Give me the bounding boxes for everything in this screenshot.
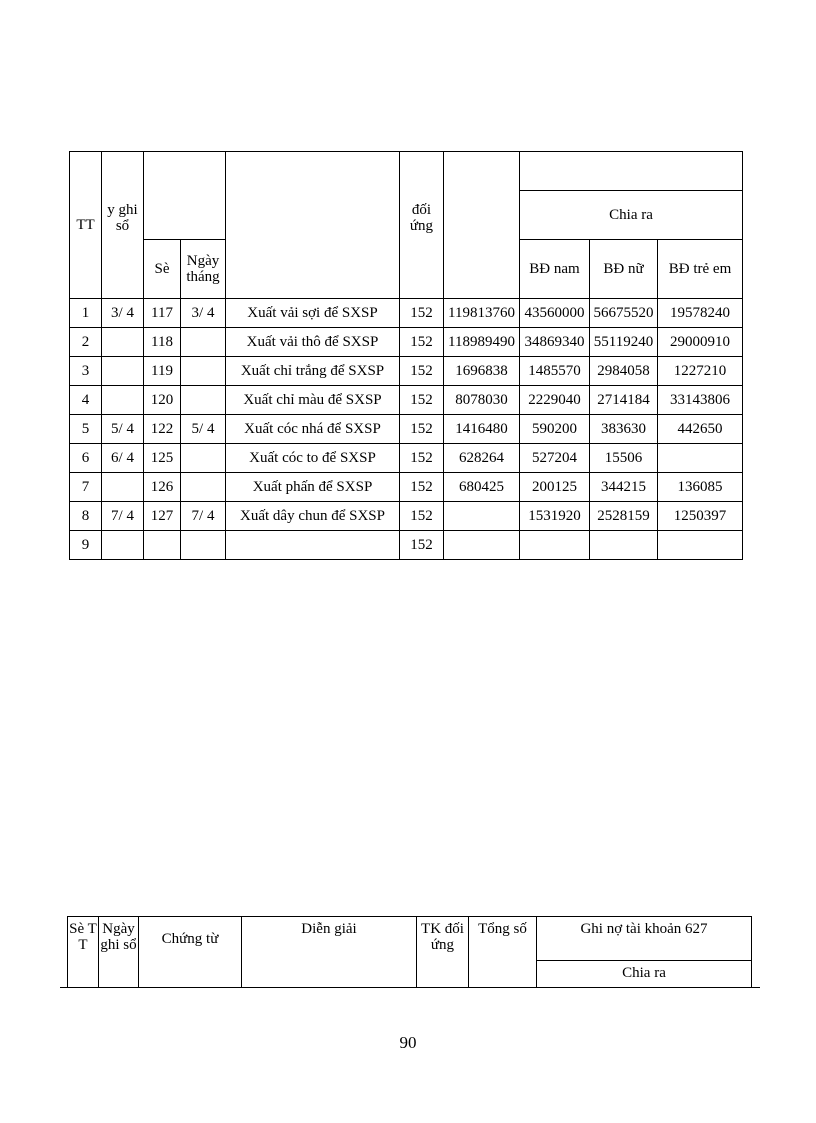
cell-ngay: 6/ 4 [102,444,144,473]
cell-ngay-ct [181,444,226,473]
cell-dien-giai: Xuất dây chun để SXSP [226,502,400,531]
cell-ngay-ct [181,473,226,502]
cell-nu: 56675520 [590,299,658,328]
cell-tong: 8078030 [444,386,520,415]
cell-tre: 442650 [658,415,743,444]
header-ngay-thang: Ngày tháng [181,240,226,299]
cell-dien-giai: Xuất phấn để SXSP [226,473,400,502]
cell-dien-giai: Xuất vải thô để SXSP [226,328,400,357]
cell-tre [658,531,743,560]
header-tong-so-2: Tổng số [469,917,537,1002]
header-stt: Sè T T [68,917,99,1002]
header-bd-tre-em: BĐ trẻ em [658,240,743,299]
cell-tong: 680425 [444,473,520,502]
header-top-blank [520,152,743,191]
cell-nu: 2714184 [590,386,658,415]
header-dien-giai [226,152,400,299]
cell-tk: 152 [400,473,444,502]
cell-tong: 1696838 [444,357,520,386]
table-row [70,502,743,531]
cell-tk: 152 [400,444,444,473]
cell-dien-giai: Xuất cóc to để SXSP [226,444,400,473]
cell-nam [520,531,590,560]
cell-tre: 19578240 [658,299,743,328]
header-chia-ra-2: Chia ra [537,960,752,1001]
cell-nu: 344215 [590,473,658,502]
header-dien-giai-2: Diễn giải [242,917,417,1002]
cell-so: 126 [144,473,181,502]
cell-tk: 152 [400,357,444,386]
cell-nam: 1485570 [520,357,590,386]
page-number: 90 [399,1033,417,1052]
cell-ngay-ct [181,357,226,386]
cell-tt: 8 [70,502,102,531]
cell-tk: 152 [400,328,444,357]
cell-dien-giai: Xuất cóc nhá để SXSP [226,415,400,444]
cell-nam: 590200 [520,415,590,444]
material-issue-table [69,151,743,560]
cell-so: 117 [144,299,181,328]
header-tong-so [444,152,520,299]
table-row [70,386,743,415]
cell-nu: 15506 [590,444,658,473]
cell-ngay: 5/ 4 [102,415,144,444]
cell-tong: 1416480 [444,415,520,444]
cell-so: 118 [144,328,181,357]
cell-so: 125 [144,444,181,473]
cell-tt: 5 [70,415,102,444]
cell-tre: 1250397 [658,502,743,531]
table2-cutoff-mask [60,987,760,1008]
cell-nu: 55119240 [590,328,658,357]
header-ghi-no-627: Ghi nợ tài khoản 627 [537,917,752,961]
table-row [70,531,743,560]
cell-tong: 118989490 [444,328,520,357]
cell-tk: 152 [400,299,444,328]
cell-ngay [102,357,144,386]
cell-nam: 2229040 [520,386,590,415]
table-row [70,415,743,444]
cell-tong: 628264 [444,444,520,473]
cell-tre: 1227210 [658,357,743,386]
table-row [70,328,743,357]
cell-nam: 1531920 [520,502,590,531]
cell-so: 122 [144,415,181,444]
header-chia-ra: Chia ra [520,191,743,240]
cell-tt: 2 [70,328,102,357]
cell-tong [444,531,520,560]
cell-nu: 2528159 [590,502,658,531]
header-chung-tu [144,152,226,240]
cell-tk: 152 [400,386,444,415]
cell-so: 119 [144,357,181,386]
header-bd-nu: BĐ nữ [590,240,658,299]
table-row [70,299,743,328]
cell-ngay: 3/ 4 [102,299,144,328]
cell-tre [658,444,743,473]
cell-tt: 1 [70,299,102,328]
cell-dien-giai: Xuất chỉ màu để SXSP [226,386,400,415]
cell-so [144,531,181,560]
cell-so: 127 [144,502,181,531]
cell-nam: 200125 [520,473,590,502]
cell-tt: 7 [70,473,102,502]
header-ngay-ghi-so: y ghi sổ [102,152,144,299]
cell-dien-giai: Xuất chỉ trắng để SXSP [226,357,400,386]
table-body [70,299,743,560]
cell-tk: 152 [400,502,444,531]
cell-ngay-ct [181,386,226,415]
table-row [70,357,743,386]
table-row [70,444,743,473]
cell-nam: 527204 [520,444,590,473]
cell-tong: 119813760 [444,299,520,328]
cell-ngay-ct: 7/ 4 [181,502,226,531]
cell-nu: 383630 [590,415,658,444]
header-chung-tu-2: Chứng từ [139,917,242,1002]
cell-tk: 152 [400,415,444,444]
cell-nu: 2984058 [590,357,658,386]
header-tt: TT [70,152,102,299]
cell-tt: 3 [70,357,102,386]
cell-nam: 34869340 [520,328,590,357]
cell-ngay [102,473,144,502]
header-bd-nam: BĐ nam [520,240,590,299]
cell-tt: 4 [70,386,102,415]
cell-ngay: 7/ 4 [102,502,144,531]
cell-ngay-ct: 3/ 4 [181,299,226,328]
cell-ngay-ct [181,328,226,357]
header-ngay-ghi-so-2: Ngày ghi sổ [99,917,139,1002]
header-so: Sè [144,240,181,299]
cell-dien-giai [226,531,400,560]
cell-tong [444,502,520,531]
cell-tre: 33143806 [658,386,743,415]
cell-tre: 136085 [658,473,743,502]
cell-nu [590,531,658,560]
cell-dien-giai: Xuất vải sợi để SXSP [226,299,400,328]
cell-ngay-ct [181,531,226,560]
cell-ngay [102,531,144,560]
cell-nam: 43560000 [520,299,590,328]
cell-ngay [102,386,144,415]
cell-tk: 152 [400,531,444,560]
table-row [70,473,743,502]
cell-ngay [102,328,144,357]
header-tk-doi-ung: TK đối ứng [417,917,469,1002]
cell-tt: 6 [70,444,102,473]
cell-tt: 9 [70,531,102,560]
cell-so: 120 [144,386,181,415]
header-doi-ung: đối ứng [400,152,444,299]
cell-ngay-ct: 5/ 4 [181,415,226,444]
cell-tre: 29000910 [658,328,743,357]
